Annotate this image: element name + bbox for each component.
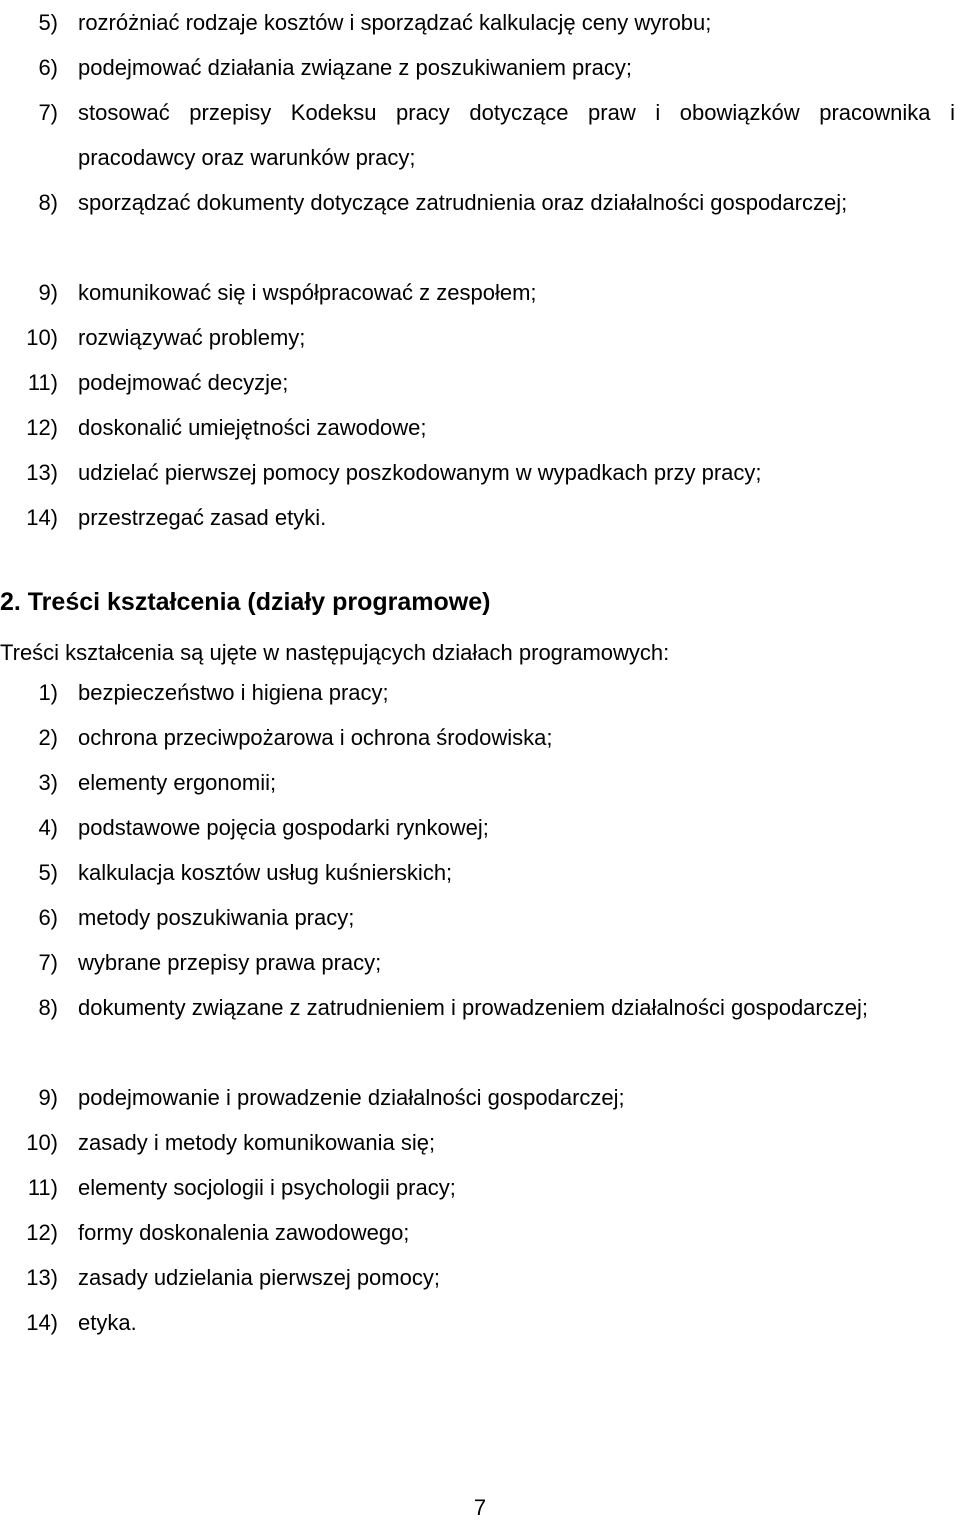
content-list <box>0 670 960 1345</box>
list-item-number: 10) <box>26 325 58 350</box>
list-item-text: podejmowanie i prowadzenie działalności gospodarczej; <box>78 1085 625 1110</box>
list-item-number: 10) <box>26 1130 58 1155</box>
list-item-text: kalkulacja kosztów usług kuśnierskich; <box>78 860 453 885</box>
list-item <box>0 90 960 180</box>
list-item <box>0 1120 960 1165</box>
list-item-number: 13) <box>26 1265 58 1290</box>
list-item <box>0 670 960 715</box>
list-item <box>0 0 960 45</box>
list-item-text: podstawowe pojęcia gospodarki rynkowej; <box>78 815 489 840</box>
list-item-number: 5) <box>38 860 58 885</box>
list-item <box>0 805 960 850</box>
list-item-text: elementy socjologii i psychologii pracy; <box>78 1175 456 1200</box>
list-item-number: 4) <box>38 815 58 840</box>
list-item <box>0 315 960 360</box>
list-item-text: sporządzać dokumenty dotyczące zatrudnienia oraz działalności gospodarczej; <box>78 190 848 215</box>
list-item <box>0 450 960 495</box>
list-item <box>0 985 960 1075</box>
list-item-text: ochrona przeciwpożarowa i ochrona środowiska; <box>78 725 553 750</box>
list-item-number: 6) <box>38 905 58 930</box>
list-item-text: podejmować decyzje; <box>78 370 289 395</box>
list-item-text: etyka. <box>78 1310 137 1335</box>
list-item-text: elementy ergonomii; <box>78 770 277 795</box>
list-item-number: 1) <box>38 680 58 705</box>
list-item-number: 13) <box>26 460 58 485</box>
list-item <box>0 180 960 270</box>
list-item <box>0 895 960 940</box>
list-item-text: rozróżniać rodzaje kosztów i sporządzać kalkulację ceny wyrobu; <box>78 10 712 35</box>
list-item-text: stosować przepisy Kodeksu pracy dotyczące praw i obowiązków pracownika i pracodawcy oraz warunków pracy; <box>78 100 955 170</box>
list-item <box>0 1165 960 1210</box>
list-item-number: 2) <box>38 725 58 750</box>
list-item <box>0 1255 960 1300</box>
list-item-text: komunikować się i współpracować z zespołem; <box>78 280 537 305</box>
list-item <box>0 495 960 540</box>
list-item <box>0 715 960 760</box>
list-item-number: 11) <box>27 370 58 395</box>
list-item <box>0 1210 960 1255</box>
list-item <box>0 760 960 805</box>
list-item-number: 8) <box>38 995 58 1020</box>
skills-list <box>0 0 960 540</box>
list-item-text: zasady udzielania pierwszej pomocy; <box>78 1265 440 1290</box>
list-item-text: podejmować działania związane z poszukiwaniem pracy; <box>78 55 632 80</box>
list-item-number: 12) <box>26 415 58 440</box>
list-item-number: 5) <box>38 10 58 35</box>
list-item-text: doskonalić umiejętności zawodowe; <box>78 415 427 440</box>
list-item-text: udzielać pierwszej pomocy poszkodowanym w wypadkach przy pracy; <box>78 460 762 485</box>
list-item-text: formy doskonalenia zawodowego; <box>78 1220 410 1245</box>
list-item-number: 7) <box>38 950 58 975</box>
list-item <box>0 45 960 90</box>
list-item <box>0 270 960 315</box>
list-item-number: 6) <box>38 55 58 80</box>
list-item <box>0 1300 960 1345</box>
list-item-number: 9) <box>38 280 58 305</box>
list-item-number: 8) <box>38 190 58 215</box>
list-item-number: 7) <box>38 100 58 125</box>
list-item <box>0 940 960 985</box>
list-item-text: zasady i metody komunikowania się; <box>78 1130 436 1155</box>
list-item <box>0 1075 960 1120</box>
list-item-number: 14) <box>26 505 58 530</box>
list-item-number: 3) <box>38 770 58 795</box>
list-item-text: dokumenty związane z zatrudnieniem i prowadzeniem działalności gospodarczej; <box>78 995 868 1020</box>
page-number: 7 <box>473 1495 487 1520</box>
list-item-text: rozwiązywać problemy; <box>78 325 306 350</box>
list-item-number: 14) <box>26 1310 58 1335</box>
list-item <box>0 360 960 405</box>
section-intro: Treści kształcenia są ujęte w następujących działach programowych: <box>0 640 670 665</box>
list-item-number: 11) <box>27 1175 58 1200</box>
list-item-text: wybrane przepisy prawa pracy; <box>78 950 382 975</box>
list-item-text: przestrzegać zasad etyki. <box>78 505 327 530</box>
list-item-number: 9) <box>38 1085 58 1110</box>
list-item-text: bezpieczeństwo i higiena pracy; <box>78 680 389 705</box>
section-heading: 2. Treści kształcenia (działy programowe) <box>0 588 491 616</box>
list-item-number: 12) <box>26 1220 58 1245</box>
list-item-text: metody poszukiwania pracy; <box>78 905 355 930</box>
list-item <box>0 405 960 450</box>
list-item <box>0 850 960 895</box>
